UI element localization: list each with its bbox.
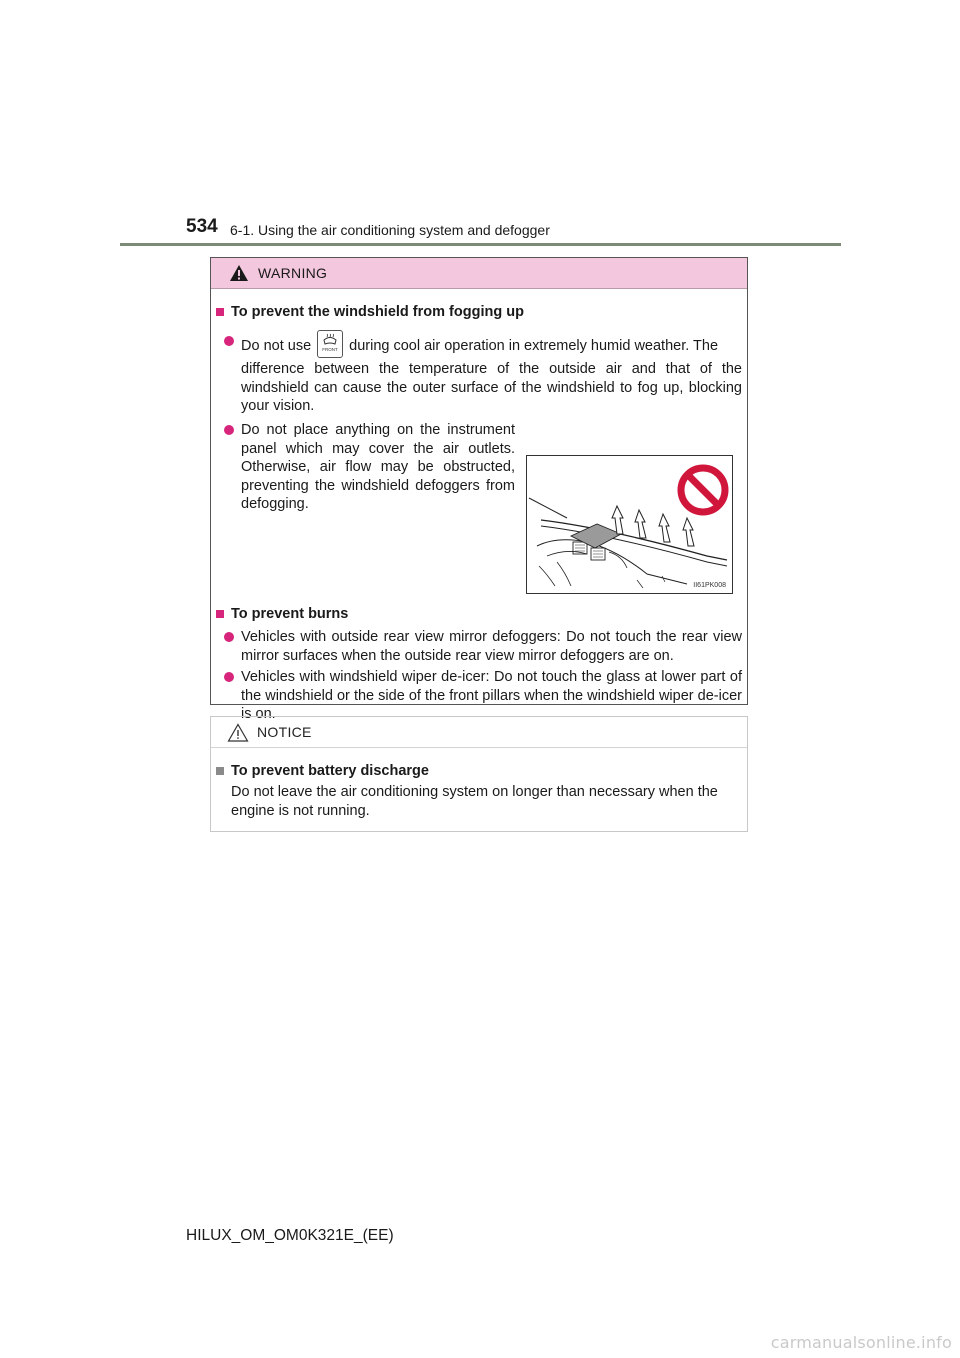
bullet-dot-icon xyxy=(224,672,234,682)
header-rule xyxy=(120,243,841,246)
warning-header xyxy=(211,258,747,289)
notice-box xyxy=(210,716,748,832)
notice-heading: To prevent battery discharge xyxy=(216,763,429,779)
section-heading-burns: To prevent burns xyxy=(216,606,348,622)
bullet-fogging-1: Do not use FRONT during cool air operation in extremely humid weather. The difference between the temperature of the outside air and that of the windshield can cause the outer surface of the windshield to fog up, blocking your vision. xyxy=(241,332,742,416)
svg-text:FRONT: FRONT xyxy=(322,347,338,352)
front-defroster-icon xyxy=(317,330,343,358)
bullet-dot-icon xyxy=(224,336,234,346)
prohibited-sign-icon xyxy=(681,468,725,512)
notice-text: Do not leave the air conditioning system on longer than necessary when the engine is not running. xyxy=(231,784,718,819)
notice-header xyxy=(211,717,747,748)
bullet-burns-1: Vehicles with outside rear view mirror defoggers: Do not touch the rear view mirror surfaces when the outside rear view mirror defoggers are on. xyxy=(241,628,742,665)
bullet-fogging-2: Do not place anything on the instrument panel which may cover the air outlets. Otherwise, air flow may be obstructed, preventing the windshield defoggers from defogging. xyxy=(241,421,515,514)
illustration-code: II61PK008 xyxy=(693,582,726,589)
section-heading-fogging: To prevent the windshield from fogging up xyxy=(216,304,524,320)
warning-triangle-icon xyxy=(229,264,249,282)
page-number: 534 xyxy=(186,216,218,237)
footer-code: HILUX_OM_OM0K321E_(EE) xyxy=(186,1227,394,1244)
warning-label: WARNING xyxy=(258,265,328,281)
notice-label: NOTICE xyxy=(257,724,312,740)
section-title: 6-1. Using the air conditioning system and defogger xyxy=(230,222,550,238)
bullet-dot-icon xyxy=(224,632,234,642)
watermark: carmanualsonline.info xyxy=(770,1333,952,1352)
warning-box xyxy=(210,257,748,722)
dashboard-illustration xyxy=(526,455,733,594)
section-marker-icon xyxy=(216,610,224,618)
section-marker-icon xyxy=(216,308,224,316)
bullet-dot-icon xyxy=(224,425,234,435)
section-marker-icon xyxy=(216,767,224,775)
bullet-burns-2: Vehicles with windshield wiper de-icer: Do not touch the glass at lower part of the windshield or the side of the front pillars when the windshield wiper de-icer is on. xyxy=(241,668,742,724)
notice-triangle-icon xyxy=(227,723,249,742)
